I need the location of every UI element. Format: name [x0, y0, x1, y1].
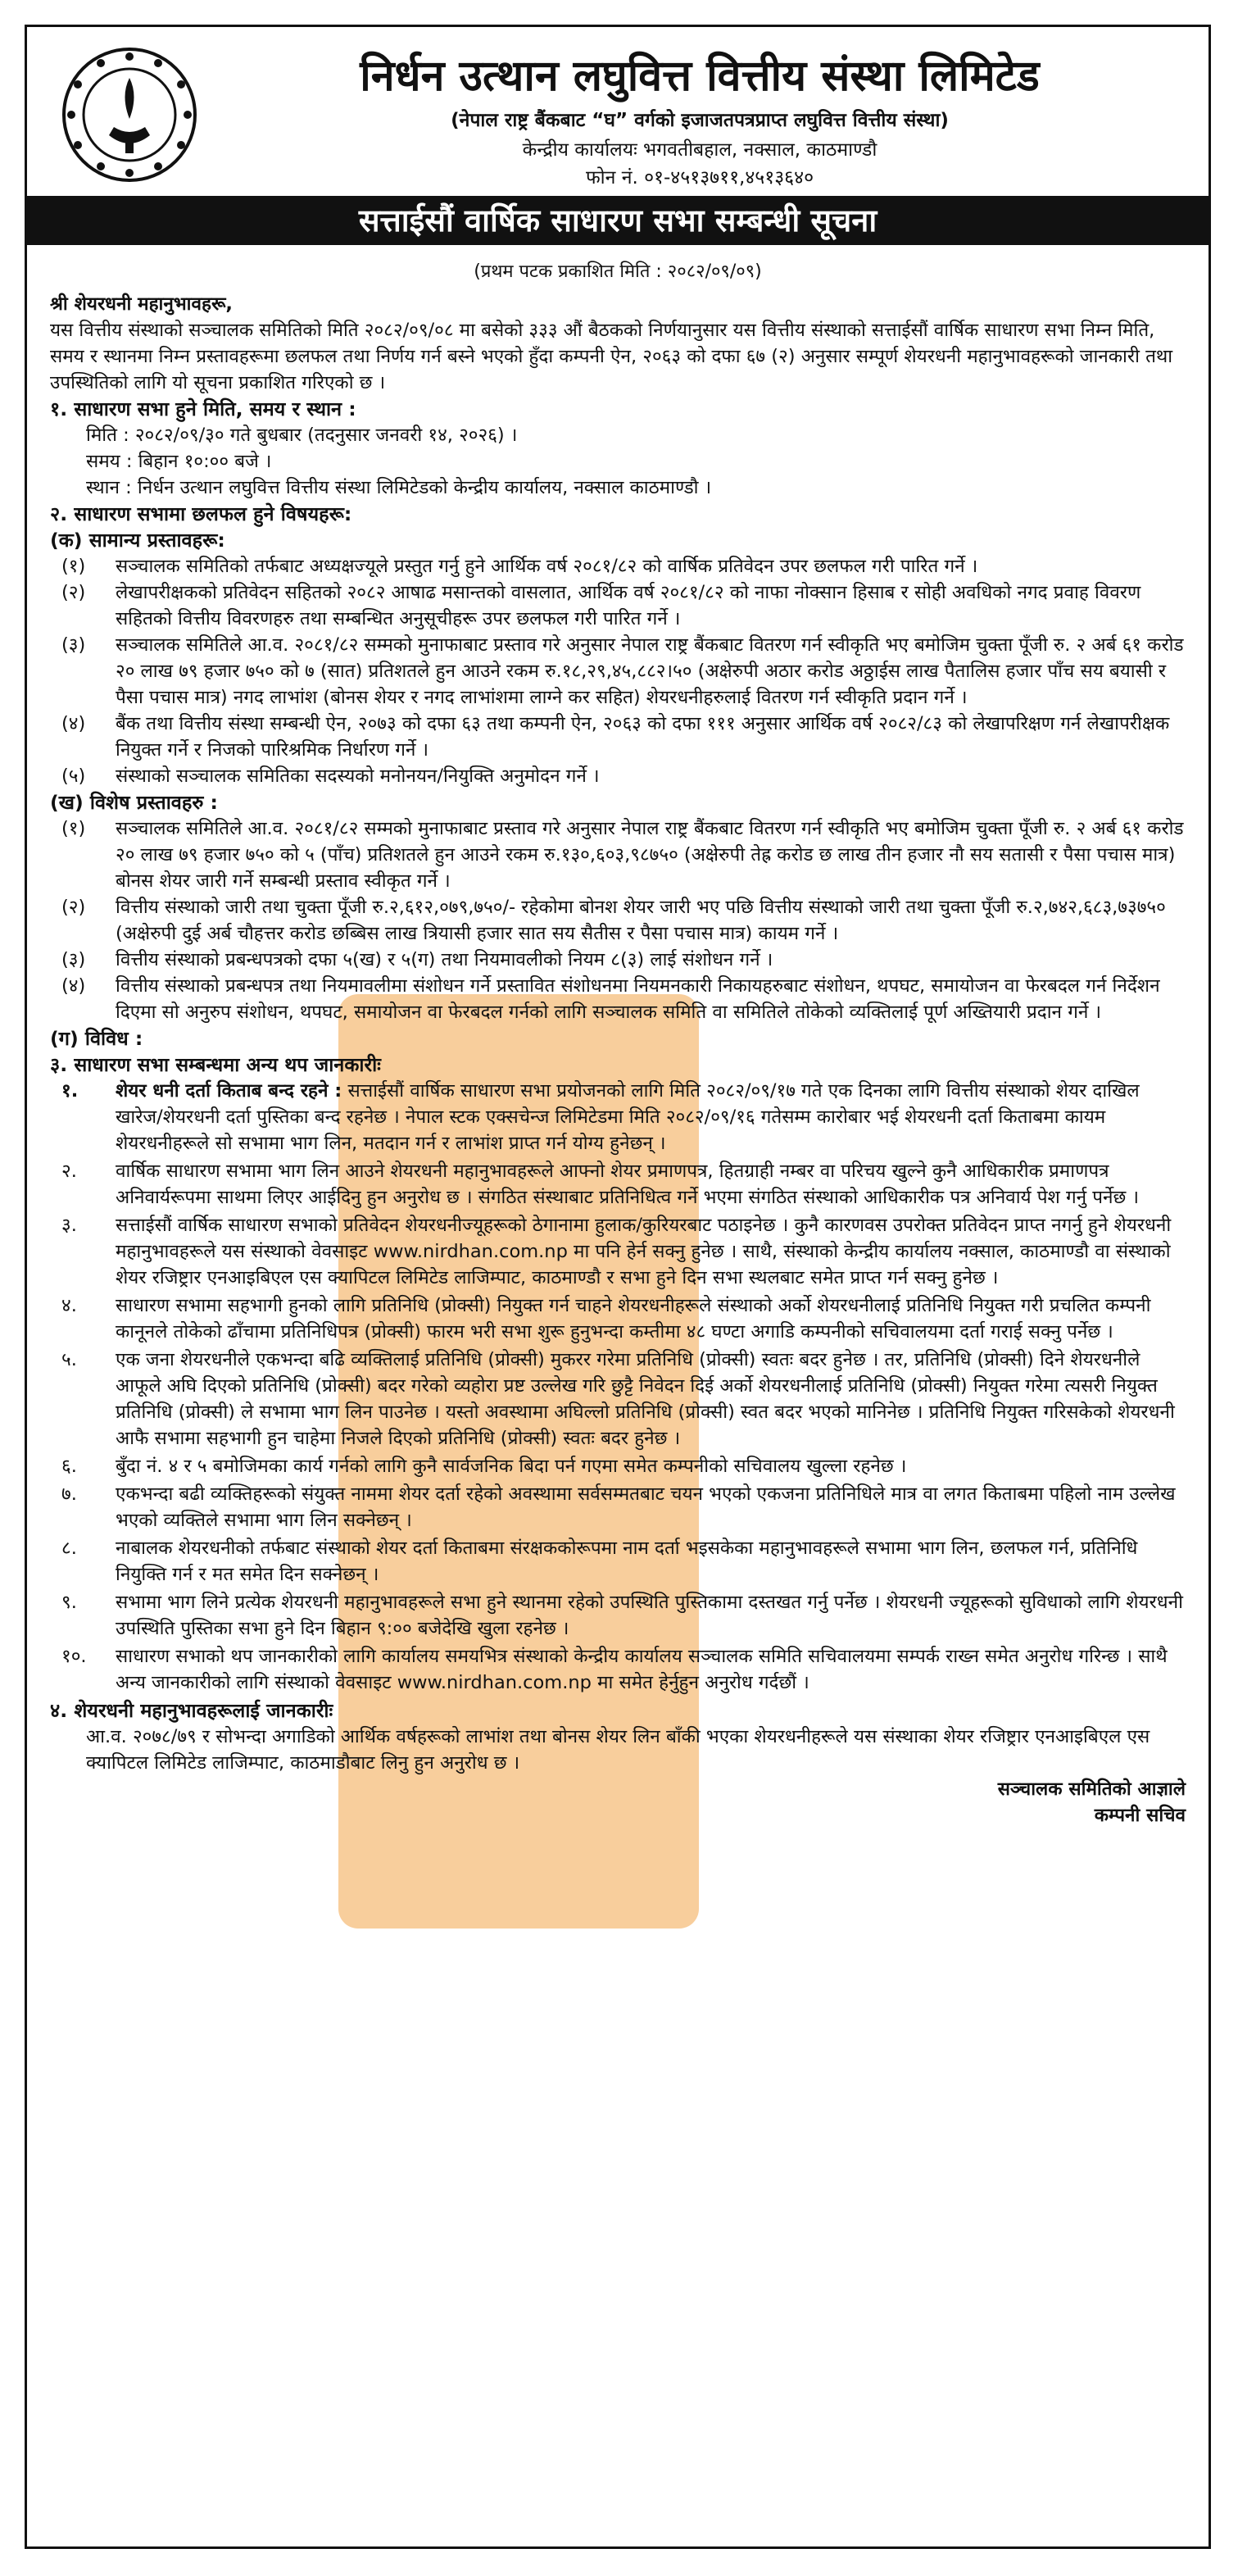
- list-item: (२) लेखापरीक्षकको प्रतिवेदन सहितको २०८२ आषाढ मसान्तको वासलात, आर्थिक वर्ष २०८१/८२ को नाफा नोक्सान हिसाब र सोही अवधिको नगद प्रवाह विवरण सहितको वित्तीय विवरणहरु तथा सम्बन्धित अनुसूचीहरू उपर छलफल गरी पारित गर्ने ।: [61, 582, 1141, 629]
- lamp-emblem-icon: [60, 45, 199, 184]
- list-item: (५) संस्थाको सञ्चालक समितिका सदस्यको मनोनयन/नियुक्ति अनुमोदन गर्ने ।: [61, 766, 600, 787]
- special-proposals-list: [50, 816, 1186, 1025]
- list-item: (३) सञ्चालक समितिले आ.व. २०८१/८२ सम्मको मुनाफाबाट प्रस्ताव गरे अनुसार नेपाल राष्ट्र बैंकबाट वितरण गर्न स्वीकृति भए बमोजिम चुक्ता पूँजी रु. २ अर्ब ६१ करोड २० लाख ७९ हजार ७५० को ७ (सात) प्रतिशतले हुन आउने रकम रु.१८,२९,४५,८८२।५० (अक्षेरुपी अठार करोड अठ्ठाईस लाख पैतालिस हजार पाँच सय बयासी र पैसा पचास मात्र) नगद लाभांश (बोनस शेयर र नगद लाभांशमा लाग्ने कर सहित) शेयरधनीहरुलाई वितरण गर्न स्वीकृति प्रदान गर्ने ।: [61, 634, 1184, 708]
- list-item: १. शेयर धनी दर्ता किताब बन्द रहने : सत्ताईसौं वार्षिक साधारण सभा प्रयोजनको लागि मिति २०८२/०९/१७ गते एक दिनका लागि वित्तीय संस्थाको शेयर दाखिल खारेज/शेयरधनी दर्ता पुस्तिका बन्द रहनेछ । नेपाल स्टक एक्सचेन्ज लिमिटेडमा मिति २०८२/०९/१६ गतेसम्म कारोबार भई शेयरधनी दर्ता किताबमा कायम शेयरधनीहरूले सो सभामा भाग लिन, मतदान गर्न र लाभांश प्राप्त गर्न योग्य हुनेछन् ।: [61, 1080, 1140, 1154]
- list-item: (१) सञ्चालक समितिको तर्फबाट अध्यक्षज्यूले प्रस्तुत गर्नु हुने आर्थिक वर्ष २०८१/८२ को वार्षिक प्रतिवेदन उपर छलफल गरी पारित गर्ने ।: [61, 556, 978, 577]
- list-item: ६. बुँदा नं. ४ र ५ बमोजिमका कार्य गर्नको लागि कुनै सार्वजनिक बिदा पर्न गएमा समेत कम्पनीको सचिवालय खुल्ला रहनेछ ।: [61, 1456, 907, 1477]
- published-date: (प्रथम पटक प्रकाशित मिति : २०८२/०९/०९): [474, 261, 762, 282]
- list-item: ९. सभामा भाग लिने प्रत्येक शेयरधनी महानुभावहरूले सभा हुने स्थानमा रहेको उपस्थिति पुस्तिकामा दस्तखत गर्नु पर्नेछ । शेयरधनी ज्यूहरूको सुविधाको लागि शेयरधनी उपस्थिति पुस्तिका सभा हुने दिन बिहान ९:०० बजेदेखि खुला रहनेछ ।: [61, 1592, 1183, 1639]
- list-item: ८. नाबालक शेयरधनीको तर्फबाट संस्थाको शेयर दर्ता किताबमा संरक्षककोरूपमा नाम दर्ता भइसकेका महानुभावहरूले सभामा भाग लिन, छलफल गर्न, प्रतिनिधि नियुक्ति गर्न र मत समेत दिन सक्नेछन् ।: [61, 1538, 1138, 1585]
- intro-paragraph: यस वित्तीय संस्थाको सञ्चालक समितिको मिति २०८२/०९/०८ मा बसेको ३३३ औं बैठकको निर्णयानुसार यस वित्तीय संस्थाको सत्ताईसौं वार्षिक साधारण सभा निम्न मिति, समय र स्थानमा निम्न प्रस्तावहरूमा छलफल तथा निर्णय गर्न बस्ने भएको हुँदा कम्पनी ऐन, २०६३ को दफा ६७ (२) अनुसार सम्पूर्ण शेयरधनी महानुभावहरूको जानकारी तथा उपस्थितिको लागि यो सूचना प्रकाशित गरिएको छ ।: [50, 320, 1173, 393]
- signature-line1: सञ्चालक समितिको आज्ञाले: [997, 1779, 1186, 1800]
- signature-line2: कम्पनी सचिव: [1094, 1805, 1186, 1826]
- salutation: श्री शेयरधनी महानुभावहरू,: [50, 293, 233, 315]
- section1-title: १. साधारण सभा हुने मिति, समय र स्थान :: [50, 398, 356, 420]
- section3-title: ३. साधारण सभा सम्बन्धमा अन्य थप जानकारीः: [50, 1053, 381, 1076]
- list-item: (३) वित्तीय संस्थाको प्रबन्धपत्रको दफा ५(ख) र ५(ग) तथा नियमावलीको नियम ८(३) लाई संशोधन गर्ने ।: [61, 949, 773, 970]
- section4-text: आ.व. २०७८/७९ र सोभन्दा अगाडिको आर्थिक वर्षहरूको लाभांश तथा बोनस शेयर लिन बाँकी भएका शेयरधनीहरूले यस संस्थाका शेयर रजिष्ट्रार एनआइबिएल एस क्यापिटल लिमिटेड लाजिम्पाट, काठमाडौबाट लिनु हुन अनुरोध छ ।: [86, 1726, 1150, 1774]
- list-item: (१) सञ्चालक समितिले आ.व. २०८१/८२ सम्मको मुनाफाबाट प्रस्ताव गरे अनुसार नेपाल राष्ट्र बैंकबाट वितरण गर्न स्वीकृति भए बमोजिम चुक्ता पूँजी रु. २ अर्ब ६१ करोड २० लाख ७९ हजार ७५० को ५ (पाँच) प्रतिशतले हुन आउने रकम रु.१३०,६०३,९८७५० (अक्षेरुपी तेह्र करोड छ लाख तीन हजार नौ सय सतासी र पैसा पचास मात्र) बोनस शेयर जारी गर्ने सम्बन्धी प्रस्ताव स्वीकृत गर्ने ।: [61, 818, 1184, 892]
- org-name: निर्धन उत्थान लघुवित्त वित्तीय संस्था लिमिटेड: [360, 52, 1040, 101]
- misc-title: (ग) विविध :: [50, 1027, 143, 1050]
- meeting-time: समय : बिहान १०:०० बजे ।: [86, 451, 272, 472]
- notice-title: सत्ताईसौं वार्षिक साधारण सभा सम्बन्धी सूचना: [27, 196, 1209, 245]
- list-item: ४. साधारण सभामा सहभागी हुनको लागि प्रतिनिधि (प्रोक्सी) नियुक्त गर्न चाहने शेयरधनीहरूले संस्थाको अर्को शेयरधनीलाई प्रतिनिधि नियुक्त गरी प्रचलित कम्पनी कानूनले तोकेको ढाँचामा प्रतिनिधिपत्र (प्रोक्सी) फारम भरी सभा शुरू हुनुभन्दा कम्तीमा ४८ घण्टा अगाडि कम्पनीको सचिवालयमा दर्ता गराई सक्नु पर्नेछ ।: [61, 1295, 1151, 1343]
- notice-frame: [25, 25, 1211, 2549]
- general-proposals-list: [50, 553, 1186, 789]
- header: [27, 27, 1209, 194]
- list-item: २. वार्षिक साधारण सभामा भाग लिन आउने शेयरधनी महानुभावहरूले आफ्नो शेयर प्रमाणपत्र, हितग्राही नम्बर वा परिचय खुल्ने कुनै आधिकारीक प्रमाणपत्र अनिवार्यरूपमा साथमा लिएर आईदिनु हुन अनुरोध छ । संगठित संस्थाबाट प्रतिनिधित्व गर्ने भएमा संगठित संस्थाको आधिकारीक पत्र अनिवार्य पेश गर्नु पर्नेछ ।: [61, 1161, 1139, 1208]
- notice-body: [50, 291, 1186, 1829]
- section2-title: २. साधारण सभामा छलफल हुने विषयहरू:: [50, 502, 352, 525]
- list-item: ७. एकभन्दा बढी व्यक्तिहरूको संयुक्त नाममा शेयर दर्ता रहेको अवस्थामा सर्वसम्मतबाट चयन भएको एकजना प्रतिनिधिले मात्र वा लगत किताबमा पहिलो नाम उल्लेख भएको व्यक्तिले सभामा भाग लिन सक्नेछन् ।: [61, 1483, 1176, 1531]
- special-proposals-title: (ख) विशेष प्रस्तावहरु :: [50, 791, 218, 814]
- section4-title: ४. शेयरधनी महानुभावहरूलाई जानकारीः: [50, 1699, 333, 1722]
- other-info-list: [50, 1078, 1186, 1696]
- list-item: ३. सत्ताईसौं वार्षिक साधारण सभाको प्रतिवेदन शेयरधनीज्यूहरूको ठेगानामा हुलाक/कुरियरबाट पठाइनेछ । कुनै कारणवस उपरोक्त प्रतिवेदन प्राप्त नगर्नु हुने शेयरधनी महानुभावहरूले यस संस्थाको वेवसाइट www.nirdhan.com.np मा पनि हेर्न सक्नु हुनेछ । साथै, संस्थाको केन्द्रीय कार्यालय नक्साल, काठमाण्डौ वा संस्थाको शेयर रजिष्ट्रार एनआइबिएल एस क्यापिटल लिमिटेड लाजिम्पाट, काठमाण्डौ र सभा हुने दिन सभा स्थलबाट समेत प्राप्त गर्न सक्नु हुनेछ ।: [61, 1215, 1172, 1288]
- list-item: १०. साधारण सभाको थप जानकारीको लागि कार्यालय समयभित्र संस्थाको केन्द्रीय कार्यालय सञ्चालक समिति सचिवालयमा सम्पर्क राख्न समेत अनुरोध गरिन्छ । साथै अन्य जानकारीको लागि संस्थाको वेवसाइट www.nirdhan.com.np मा समेत हेर्नुहुन अनुरोध गर्दछौं ।: [61, 1646, 1168, 1693]
- meeting-place: स्थान : निर्धन उत्थान लघुवित्त वित्तीय संस्था लिमिटेडको केन्द्रीय कार्यालय, नक्साल काठमाण्डौ ।: [86, 477, 712, 498]
- list-item: (४) वित्तीय संस्थाको प्रबन्धपत्र तथा नियमावलीमा संशोधन गर्ने प्रस्तावित संशोधनमा नियमनकारी निकायहरुबाट संशोधन, थपघट, समायोजन वा फेरबदल गर्न निर्देशन दिएमा सो अनुरुप संशोधन, थपघट, समायोजन वा फेरबदल गर्नको लागि सञ्चालक समिति वा समितिले तोकेको व्यक्तिलाई पूर्ण अख्तियारी प्रदान गर्ने ।: [61, 975, 1160, 1023]
- general-proposals-title: (क) सामान्य प्रस्तावहरू:: [50, 529, 225, 552]
- list-item: ५. एक जना शेयरधनीले एकभन्दा बढि व्यक्तिलाई प्रतिनिधि (प्रोक्सी) मुकरर गरेमा प्रतिनिधि (प्रोक्सी) स्वतः बदर हुनेछ । तर, प्रतिनिधि (प्रोक्सी) दिने शेयरधनीले आफूले अघि दिएको प्रतिनिधि (प्रोक्सी) बदर गरेको व्यहोरा प्रष्ट उल्लेख गरि छुट्टै निवेदन दिई अर्को शेयरधनीलाई प्रतिनिधि (प्रोक्सी) नियुक्त गरेमा त्यसरी नियुक्त प्रतिनिधि (प्रोक्सी) ले सभामा भाग लिन पाउनेछ । यस्तो अवस्थामा अघिल्लो प्रतिनिधि (प्रोक्सी) स्वत बदर भएको मानिनेछ । प्रतिनिधि नियुक्त गरिसकेको शेयरधनी आफै सभामा सहभागी हुन चाहेमा निजले दिएको प्रतिनिधि (प्रोक्सी) स्वतः बदर हुनेछ ।: [61, 1349, 1175, 1449]
- meeting-date: मिति : २०८२/०९/३० गते बुधबार (तदनुसार जनवरी १४, २०२६) ।: [86, 425, 518, 446]
- list-item: (२) वित्तीय संस्थाको जारी तथा चुक्ता पूँजी रु.२,६१२,०७९,७५०/- रहेकोमा बोनश शेयर जारी भए पछि वित्तीय संस्थाको जारी तथा चुक्ता पूँजी रु.२,७४२,६८३,७३७५० (अक्षेरुपी दुई अर्ब चौहत्तर करोड छब्बिस लाख त्रियासी हजार सात सय सैतीस र पैसा पचास मात्र) कायम गर्ने ।: [61, 897, 1166, 944]
- license-note: (नेपाल राष्ट्र बैंकबाट “घ” वर्गको इजाजतपत्रप्राप्त लघुवित्त वित्तीय संस्था): [451, 110, 949, 131]
- list-item: (४) बैंक तथा वित्तीय संस्था सम्बन्धी ऐन, २०७३ को दफा ६३ तथा कम्पनी ऐन, २०६३ को दफा १११ अनुसार आर्थिक वर्ष २०८२/८३ को लेखापरिक्षण गर्न लेखापरीक्षक नियुक्त गर्ने र निजको पारिश्रमिक निर्धारण गर्ने ।: [61, 713, 1170, 761]
- phone-number: फोन नं. ०१-४५१३७११,४५१३६४०: [585, 167, 814, 189]
- office-address: केन्द्रीय कार्यालयः भगवतीबहाल, नक्साल, काठमाण्डौ: [522, 139, 877, 161]
